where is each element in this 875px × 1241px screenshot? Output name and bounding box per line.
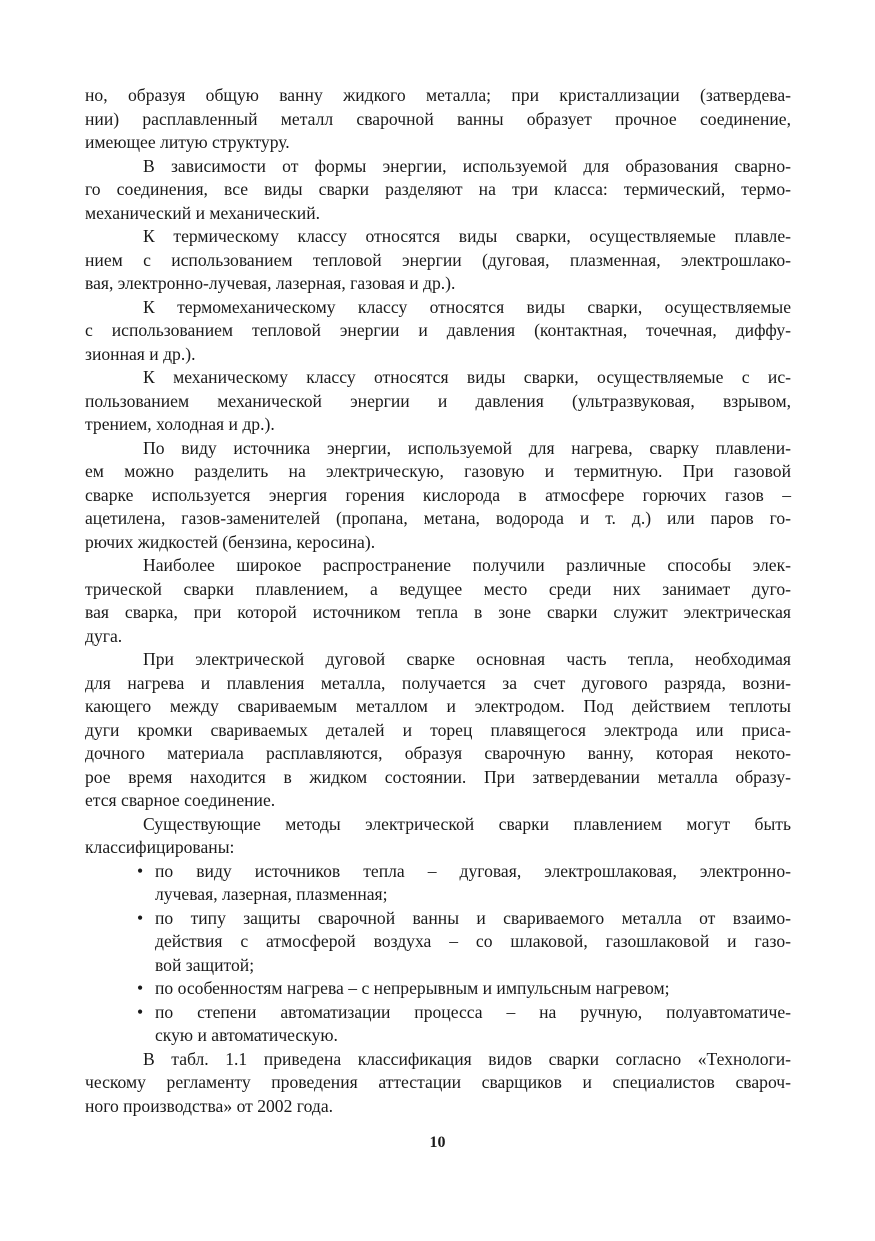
paragraph — [85, 437, 791, 555]
paragraph — [85, 155, 791, 226]
bullet-icon: • — [137, 907, 144, 928]
text-line: К механическому классу относятся виды сварки, осуществляемые с ис- — [143, 367, 791, 387]
text-line: ного производства» от 2002 года. — [85, 1095, 334, 1116]
text-line: трением, холодная и др.). — [85, 414, 275, 434]
bullet-icon: • — [137, 978, 144, 998]
bullet-item — [85, 860, 791, 907]
text-line: с использованием тепловой энергии и давления (контактная, точечная, диффу- — [85, 320, 791, 340]
text-line: ацетилена, газов-заменителей (пропана, метана, водорода и т. д.) или паров го- — [85, 508, 791, 528]
paragraph — [85, 225, 791, 296]
text-line: имеющее литую структуру. — [85, 132, 290, 152]
bullet-item — [85, 907, 791, 978]
text-line: В табл. 1.1 приведена классификация видов сварки согласно «Технологи- — [143, 1048, 791, 1069]
text-line: При электрической дуговой сварке основная часть тепла, необходимая — [143, 649, 791, 669]
paragraph — [85, 813, 791, 860]
paragraph — [85, 648, 791, 813]
text-line: Существующие методы электрической сварки плавлением могут быть — [143, 813, 791, 834]
text-line: нии) расплавленный металл сварочной ванны образует прочное соединение, — [85, 108, 791, 129]
text-line: ется сварное соединение. — [85, 790, 276, 810]
text-line: механический и механический. — [85, 202, 321, 223]
paragraph — [85, 366, 791, 437]
text-line: ческому регламенту проведения аттестации сварщиков и специалистов свароч- — [85, 1072, 791, 1092]
text-line: пользованием механической энергии и давления (ультразвуковая, взрывом, — [85, 390, 791, 411]
text-line: К термомеханическому классу относятся виды сварки, осуществляемые — [143, 296, 791, 317]
text-line: но, образуя общую ванну жидкого металла; при кристаллизации (затвердева- — [85, 85, 791, 105]
text-line: В зависимости от формы энергии, используемой для образования сварно- — [143, 155, 791, 176]
text-line: дуги кромки свариваемых деталей и торец плавящегося электрода или приса- — [85, 719, 791, 740]
text-line: сварке используется энергия горения кислорода в атмосфере горючих газов – — [85, 484, 791, 505]
text-line: го соединения, все виды сварки разделяют на три класса: термический, термо- — [85, 179, 791, 199]
page-body — [85, 84, 791, 1118]
text-line: По виду источника энергии, используемой для нагрева, сварку плавлени- — [143, 437, 791, 458]
bullet-item — [85, 977, 791, 1001]
bullet-item — [85, 1001, 791, 1048]
text-line: лучевая, лазерная, плазменная; — [155, 884, 388, 904]
text-line: по особенностям нагрева – с непрерывным и импульсным нагревом; — [155, 978, 670, 998]
text-line: классифицированы: — [85, 837, 235, 857]
text-line: по типу защиты сварочной ванны и свариваемого металла от взаимо- — [155, 907, 791, 928]
paragraph — [85, 1048, 791, 1119]
text-line: действия с атмосферой воздуха – со шлаковой, газошлаковой и газо- — [155, 931, 791, 951]
text-line: нием с использованием тепловой энергии (дуговая, плазменная, электрошлако- — [85, 249, 791, 270]
text-line: вая, электронно-лучевая, лазерная, газовая и др.). — [85, 273, 456, 293]
page-number: 10 — [429, 1134, 446, 1151]
bullet-icon: • — [137, 1001, 144, 1022]
bullet-icon: • — [137, 860, 144, 881]
text-line: Наиболее широкое распространение получили различные способы элек- — [143, 555, 791, 575]
text-line: рое время находится в жидком состоянии. При затвердевании металла образу- — [85, 766, 791, 787]
text-line: для нагрева и плавления металла, получается за счет дугового разряда, возни- — [85, 672, 791, 693]
text-line: рючих жидкостей (бензина, керосина). — [85, 531, 376, 552]
text-line: зионная и др.). — [85, 343, 196, 364]
paragraph — [85, 296, 791, 367]
text-line: кающего между свариваемым металлом и электродом. Под действием теплоты — [85, 696, 791, 716]
text-line: вой защитой; — [155, 954, 255, 975]
text-line: по степени автоматизации процесса – на ручную, полуавтоматиче- — [155, 1001, 791, 1022]
paragraph — [85, 554, 791, 648]
text-line: трической сварки плавлением, а ведущее место среди них занимает дуго- — [85, 578, 791, 599]
text-line: скую и автоматическую. — [155, 1025, 338, 1045]
paragraph — [85, 84, 791, 155]
text-line: вая сварка, при которой источником тепла в зоне сварки служит электрическая — [85, 602, 791, 622]
text-line: дуга. — [85, 625, 123, 646]
text-line: по виду источников тепла – дуговая, электрошлаковая, электронно- — [155, 860, 791, 881]
text-line: ем можно разделить на электрическую, газовую и термитную. При газовой — [85, 461, 791, 481]
text-line: дочного материала расплавляются, образуя сварочную ванну, которая некото- — [85, 743, 791, 763]
text-line: К термическому классу относятся виды сварки, осуществляемые плавле- — [143, 226, 791, 246]
